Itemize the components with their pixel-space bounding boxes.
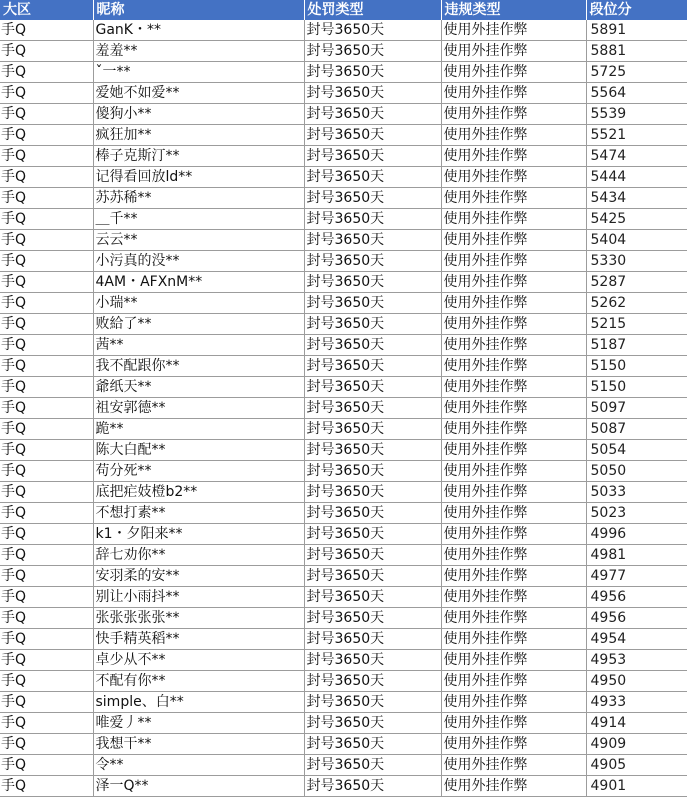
cell-nickname: 小瑞**	[93, 293, 304, 314]
cell-region: 手Q	[0, 755, 93, 776]
cell-violation: 使用外挂作弊	[441, 629, 586, 650]
cell-region: 手Q	[0, 125, 93, 146]
table-row	[0, 713, 687, 734]
cell-nickname: 败給了**	[93, 314, 304, 335]
table-row	[0, 440, 687, 461]
cell-violation: 使用外挂作弊	[441, 524, 586, 545]
cell-punishment: 封号3650天	[304, 734, 441, 755]
cell-nickname: 云云**	[93, 230, 304, 251]
cell-punishment: 封号3650天	[304, 335, 441, 356]
cell-region: 手Q	[0, 419, 93, 440]
cell-score: 5404	[586, 230, 687, 251]
cell-region: 手Q	[0, 566, 93, 587]
cell-punishment: 封号3650天	[304, 671, 441, 692]
table-row	[0, 545, 687, 566]
cell-punishment: 封号3650天	[304, 461, 441, 482]
table-row	[0, 587, 687, 608]
table-row	[0, 608, 687, 629]
cell-score: 4953	[586, 650, 687, 671]
cell-score: 4981	[586, 545, 687, 566]
cell-violation: 使用外挂作弊	[441, 146, 586, 167]
cell-violation: 使用外挂作弊	[441, 608, 586, 629]
cell-nickname: 唯爱丿**	[93, 713, 304, 734]
table-row	[0, 83, 687, 104]
cell-score: 5891	[586, 20, 687, 41]
cell-violation: 使用外挂作弊	[441, 671, 586, 692]
cell-score: 4901	[586, 776, 687, 797]
table-row	[0, 41, 687, 62]
table-row	[0, 524, 687, 545]
cell-violation: 使用外挂作弊	[441, 293, 586, 314]
cell-nickname: 底把疟妓橙b2**	[93, 482, 304, 503]
header-score: 段位分	[586, 0, 687, 20]
cell-nickname: 苟分死**	[93, 461, 304, 482]
cell-nickname: 祖安郭德**	[93, 398, 304, 419]
cell-punishment: 封号3650天	[304, 503, 441, 524]
cell-region: 手Q	[0, 587, 93, 608]
table-row	[0, 272, 687, 293]
cell-nickname: 棒子克斯汀**	[93, 146, 304, 167]
cell-punishment: 封号3650天	[304, 377, 441, 398]
cell-violation: 使用外挂作弊	[441, 755, 586, 776]
cell-violation: 使用外挂作弊	[441, 587, 586, 608]
cell-region: 手Q	[0, 671, 93, 692]
cell-nickname: 我不配跟你**	[93, 356, 304, 377]
cell-nickname: 跪**	[93, 419, 304, 440]
cell-violation: 使用外挂作弊	[441, 650, 586, 671]
cell-punishment: 封号3650天	[304, 272, 441, 293]
cell-nickname: 张张张张张**	[93, 608, 304, 629]
cell-score: 5725	[586, 62, 687, 83]
cell-nickname: 不配有你**	[93, 671, 304, 692]
cell-region: 手Q	[0, 377, 93, 398]
cell-region: 手Q	[0, 251, 93, 272]
cell-score: 5521	[586, 125, 687, 146]
header-region: 大区	[0, 0, 93, 20]
cell-nickname: 安羽柔的安**	[93, 566, 304, 587]
cell-score: 4933	[586, 692, 687, 713]
table-row	[0, 230, 687, 251]
cell-score: 5150	[586, 356, 687, 377]
cell-punishment: 封号3650天	[304, 41, 441, 62]
cell-punishment: 封号3650天	[304, 20, 441, 41]
cell-violation: 使用外挂作弊	[441, 251, 586, 272]
table-row	[0, 650, 687, 671]
cell-punishment: 封号3650天	[304, 314, 441, 335]
cell-region: 手Q	[0, 734, 93, 755]
cell-violation: 使用外挂作弊	[441, 545, 586, 566]
header-violation: 违规类型	[441, 0, 586, 20]
cell-region: 手Q	[0, 209, 93, 230]
table-row	[0, 398, 687, 419]
cell-region: 手Q	[0, 629, 93, 650]
cell-region: 手Q	[0, 398, 93, 419]
cell-score: 5187	[586, 335, 687, 356]
cell-region: 手Q	[0, 713, 93, 734]
cell-nickname: 卓少从不**	[93, 650, 304, 671]
cell-region: 手Q	[0, 293, 93, 314]
cell-score: 5564	[586, 83, 687, 104]
cell-violation: 使用外挂作弊	[441, 377, 586, 398]
cell-violation: 使用外挂作弊	[441, 314, 586, 335]
cell-violation: 使用外挂作弊	[441, 335, 586, 356]
cell-violation: 使用外挂作弊	[441, 398, 586, 419]
cell-region: 手Q	[0, 650, 93, 671]
cell-region: 手Q	[0, 188, 93, 209]
cell-region: 手Q	[0, 335, 93, 356]
cell-score: 4909	[586, 734, 687, 755]
cell-punishment: 封号3650天	[304, 482, 441, 503]
cell-nickname: 我想干**	[93, 734, 304, 755]
cell-punishment: 封号3650天	[304, 566, 441, 587]
cell-punishment: 封号3650天	[304, 146, 441, 167]
cell-punishment: 封号3650天	[304, 230, 441, 251]
table-row	[0, 629, 687, 650]
cell-region: 手Q	[0, 230, 93, 251]
table-row	[0, 104, 687, 125]
cell-nickname: 疯狂加**	[93, 125, 304, 146]
table-row	[0, 503, 687, 524]
table-body	[0, 20, 687, 797]
cell-score: 5050	[586, 461, 687, 482]
header-row	[0, 0, 687, 20]
cell-punishment: 封号3650天	[304, 209, 441, 230]
cell-punishment: 封号3650天	[304, 587, 441, 608]
cell-punishment: 封号3650天	[304, 608, 441, 629]
cell-score: 4914	[586, 713, 687, 734]
table-row	[0, 167, 687, 188]
cell-score: 4905	[586, 755, 687, 776]
table-row	[0, 482, 687, 503]
table-row	[0, 734, 687, 755]
cell-score: 5023	[586, 503, 687, 524]
cell-punishment: 封号3650天	[304, 629, 441, 650]
cell-violation: 使用外挂作弊	[441, 356, 586, 377]
cell-score: 4954	[586, 629, 687, 650]
cell-region: 手Q	[0, 440, 93, 461]
cell-punishment: 封号3650天	[304, 692, 441, 713]
cell-nickname: 令**	[93, 755, 304, 776]
cell-region: 手Q	[0, 104, 93, 125]
table-row	[0, 755, 687, 776]
cell-region: 手Q	[0, 461, 93, 482]
cell-score: 5434	[586, 188, 687, 209]
cell-region: 手Q	[0, 356, 93, 377]
table-row	[0, 188, 687, 209]
cell-nickname: GanK・**	[93, 20, 304, 41]
cell-score: 5474	[586, 146, 687, 167]
cell-score: 5054	[586, 440, 687, 461]
cell-region: 手Q	[0, 524, 93, 545]
cell-violation: 使用外挂作弊	[441, 503, 586, 524]
cell-violation: 使用外挂作弊	[441, 209, 586, 230]
cell-score: 5881	[586, 41, 687, 62]
table-row	[0, 356, 687, 377]
cell-region: 手Q	[0, 545, 93, 566]
cell-nickname: 茜**	[93, 335, 304, 356]
cell-score: 4956	[586, 587, 687, 608]
table-row	[0, 419, 687, 440]
cell-score: 4956	[586, 608, 687, 629]
table-row	[0, 692, 687, 713]
cell-violation: 使用外挂作弊	[441, 440, 586, 461]
cell-violation: 使用外挂作弊	[441, 41, 586, 62]
cell-violation: 使用外挂作弊	[441, 692, 586, 713]
cell-violation: 使用外挂作弊	[441, 188, 586, 209]
cell-violation: 使用外挂作弊	[441, 566, 586, 587]
cell-nickname: 泽一Q**	[93, 776, 304, 797]
cell-nickname: 不想打素**	[93, 503, 304, 524]
cell-nickname: 爺纸天**	[93, 377, 304, 398]
cell-nickname: ˇ一**	[93, 62, 304, 83]
cell-nickname: 爱她不如爱**	[93, 83, 304, 104]
cell-nickname: 快手精英稻**	[93, 629, 304, 650]
cell-nickname: 陈大白配**	[93, 440, 304, 461]
cell-violation: 使用外挂作弊	[441, 419, 586, 440]
cell-region: 手Q	[0, 503, 93, 524]
cell-punishment: 封号3650天	[304, 104, 441, 125]
cell-violation: 使用外挂作弊	[441, 461, 586, 482]
cell-violation: 使用外挂作弊	[441, 20, 586, 41]
cell-punishment: 封号3650天	[304, 545, 441, 566]
cell-nickname: k1・夕阳来**	[93, 524, 304, 545]
cell-punishment: 封号3650天	[304, 125, 441, 146]
cell-score: 5425	[586, 209, 687, 230]
cell-punishment: 封号3650天	[304, 356, 441, 377]
cell-nickname: 记得看回放ld**	[93, 167, 304, 188]
cell-score: 4996	[586, 524, 687, 545]
table-row	[0, 461, 687, 482]
cell-score: 5215	[586, 314, 687, 335]
cell-punishment: 封号3650天	[304, 713, 441, 734]
cell-region: 手Q	[0, 314, 93, 335]
cell-region: 手Q	[0, 62, 93, 83]
table-row	[0, 209, 687, 230]
cell-region: 手Q	[0, 776, 93, 797]
table-row	[0, 251, 687, 272]
cell-punishment: 封号3650天	[304, 419, 441, 440]
cell-punishment: 封号3650天	[304, 776, 441, 797]
cell-nickname: 小污真的没**	[93, 251, 304, 272]
cell-violation: 使用外挂作弊	[441, 713, 586, 734]
cell-nickname: 羞羞**	[93, 41, 304, 62]
cell-score: 5262	[586, 293, 687, 314]
cell-violation: 使用外挂作弊	[441, 125, 586, 146]
cell-violation: 使用外挂作弊	[441, 776, 586, 797]
cell-nickname: 别让小雨抖**	[93, 587, 304, 608]
cell-region: 手Q	[0, 167, 93, 188]
cell-nickname: 辞七劝你**	[93, 545, 304, 566]
cell-score: 4950	[586, 671, 687, 692]
table-row	[0, 146, 687, 167]
table-row	[0, 62, 687, 83]
cell-violation: 使用外挂作弊	[441, 272, 586, 293]
cell-violation: 使用外挂作弊	[441, 104, 586, 125]
cell-punishment: 封号3650天	[304, 83, 441, 104]
cell-score: 5150	[586, 377, 687, 398]
table-row	[0, 335, 687, 356]
cell-region: 手Q	[0, 83, 93, 104]
table-row	[0, 566, 687, 587]
table-row	[0, 776, 687, 797]
header-punishment: 处罚类型	[304, 0, 441, 20]
cell-score: 5087	[586, 419, 687, 440]
cell-score: 5539	[586, 104, 687, 125]
cell-violation: 使用外挂作弊	[441, 482, 586, 503]
cell-region: 手Q	[0, 608, 93, 629]
cell-punishment: 封号3650天	[304, 293, 441, 314]
cell-region: 手Q	[0, 20, 93, 41]
cell-violation: 使用外挂作弊	[441, 83, 586, 104]
table-row	[0, 293, 687, 314]
cell-violation: 使用外挂作弊	[441, 62, 586, 83]
cell-score: 5444	[586, 167, 687, 188]
cell-punishment: 封号3650天	[304, 524, 441, 545]
cell-punishment: 封号3650天	[304, 440, 441, 461]
cell-region: 手Q	[0, 482, 93, 503]
table-row	[0, 671, 687, 692]
cell-violation: 使用外挂作弊	[441, 734, 586, 755]
cell-punishment: 封号3650天	[304, 251, 441, 272]
cell-punishment: 封号3650天	[304, 62, 441, 83]
cell-score: 5097	[586, 398, 687, 419]
table-row	[0, 377, 687, 398]
cell-nickname: simple、白**	[93, 692, 304, 713]
cell-nickname: 苏苏稀**	[93, 188, 304, 209]
cell-region: 手Q	[0, 146, 93, 167]
cell-score: 4977	[586, 566, 687, 587]
cell-region: 手Q	[0, 41, 93, 62]
cell-punishment: 封号3650天	[304, 188, 441, 209]
cell-punishment: 封号3650天	[304, 167, 441, 188]
cell-nickname: ＿千**	[93, 209, 304, 230]
table-header	[0, 0, 687, 20]
cell-score: 5330	[586, 251, 687, 272]
cell-punishment: 封号3650天	[304, 398, 441, 419]
cell-punishment: 封号3650天	[304, 755, 441, 776]
cell-punishment: 封号3650天	[304, 650, 441, 671]
cell-score: 5033	[586, 482, 687, 503]
cell-nickname: 傻狗小**	[93, 104, 304, 125]
table-row	[0, 125, 687, 146]
cell-score: 5287	[586, 272, 687, 293]
cell-violation: 使用外挂作弊	[441, 230, 586, 251]
table-row	[0, 314, 687, 335]
cell-region: 手Q	[0, 692, 93, 713]
header-nickname: 昵称	[93, 0, 304, 20]
cell-violation: 使用外挂作弊	[441, 167, 586, 188]
table-row	[0, 20, 687, 41]
cell-region: 手Q	[0, 272, 93, 293]
cell-nickname: 4AM・AFXnM**	[93, 272, 304, 293]
